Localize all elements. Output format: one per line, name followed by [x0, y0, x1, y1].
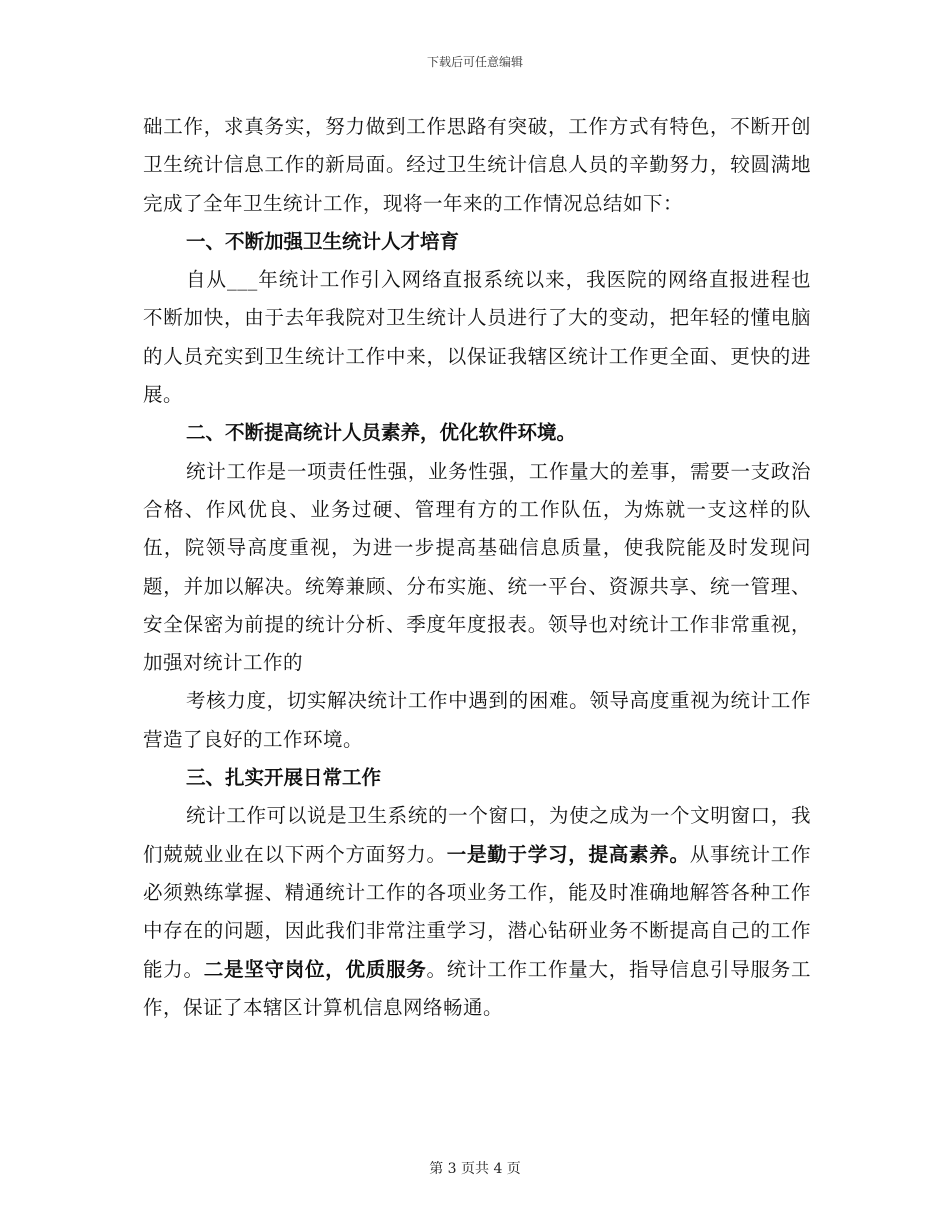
section-heading-3: 三、扎实开展日常工作	[186, 766, 382, 790]
document-body	[143, 108, 811, 1027]
paragraph-intro: 础工作，求真务实，努力做到工作思路有突破，工作方式有特色，不断开创卫生统计信息工作的新局面。经过卫生统计信息人员的辛勤努力，较圆满地完成了全年卫生统计工作，现将一年来的工作情况总结如下：	[143, 115, 811, 215]
paragraph-section-2-cont: 考核力度，切实解决统计工作中遇到的困难。领导高度重视为统计工作营造了良好的工作环境。	[143, 689, 811, 751]
bold-phrase-study: 一是勤于学习，提高素养。	[446, 842, 690, 866]
bold-phrase-service: 二是坚守岗位，优质服务	[203, 957, 427, 981]
paragraph-text: 统计工作可以说是卫生系统的一个窗口，为使之成为一个文明窗口，我们兢兢业业在以下两个方面努力。	[143, 804, 811, 866]
paragraph-text: 。统计工作工作量大，指导信息引导服务工作，保证了本辖区计算机信息网络畅通。	[143, 957, 811, 1019]
page-footer: 第 3 页共 4 页	[429, 1161, 521, 1177]
section-heading-1: 一、不断加强卫生统计人才培育	[186, 229, 460, 253]
paragraph-text: 从事统计工作必须熟练掌握、精通统计工作的各项业务工作，能及时准确地解答各种工作中存在的问题，因此我们非常注重学习，潜心钻研业务不断提高自己的工作能力。	[143, 842, 811, 981]
section-heading-2: 二、不断提高统计人员素养，优化软件环境。	[186, 421, 577, 445]
paragraph-section-2: 统计工作是一项责任性强，业务性强，工作量大的差事，需要一支政治合格、作风优良、业务过硬、管理有方的工作队伍，为炼就一支这样的队伍，院领导高度重视，为进一步提高基础信息质量，使我院能及时发现问题，并加以解决。统筹兼顾、分布实施、统一平台、资源共享、统一管理、安全保密为前提的统计分析、季度年度报表。领导也对统计工作非常重视，加强对统计工作的	[143, 459, 811, 675]
paragraph-section-1: 自从___年统计工作引入网络直报系统以来，我医院的网络直报进程也不断加快，由于去年我院对卫生统计人员进行了大的变动，把年轻的懂电脑的人员充实到卫生统计工作中来，以保证我辖区统计工作更全面、更快的进展。	[143, 268, 811, 407]
page-header: 下载后可任意编辑	[426, 55, 523, 69]
paragraph-section-3	[143, 797, 811, 1027]
